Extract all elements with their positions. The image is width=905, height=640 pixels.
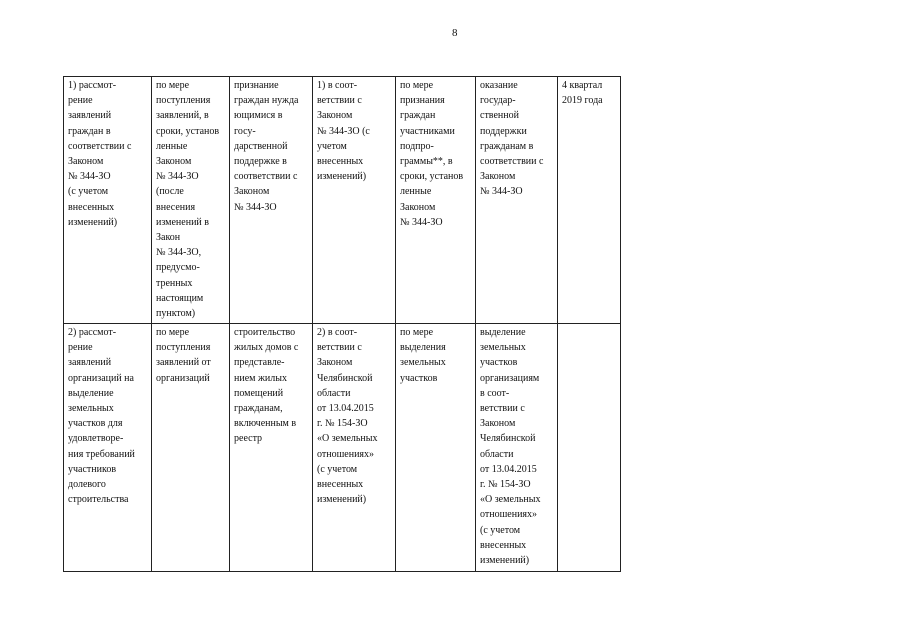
table-cell-outcome: выделение земельных участков организациям в соот- ветствии с Законом Челябинской области от 13.04.2015 г. № 154-ЗО «О земельных отношениях» (с учетом внесенных изменений) [476, 324, 558, 572]
table-cell-result: признание граждан нужда ющимися в госу- дарственной поддержке в соответствии с Законом № 344-ЗО [230, 77, 313, 324]
page-number: 8 [452, 27, 458, 39]
table-cell-deadline: 4 квартал 2019 года [558, 77, 621, 324]
measures-table [63, 76, 621, 572]
table-cell-measure: 1) рассмот- рение заявлений граждан в соответствии с Законом № 344-ЗО (с учетом внесенных изменений) [64, 77, 152, 324]
table-cell-basis: 1) в соот- ветствии с Законом № 344-ЗО (с учетом внесенных изменений) [313, 77, 396, 324]
table-cell-measure: 2) рассмот- рение заявлений организаций на выделение земельных участков для удовлетворе- ния требований участников долевого строительства [64, 324, 152, 572]
table-cell-result: строительство жилых домов с представле- нием жилых помещений гражданам, включенным в реестр [230, 324, 313, 572]
table-cell-condition: по мере выделения земельных участков [396, 324, 476, 572]
table-cell-basis: 2) в соот- ветствии с Законом Челябинской области от 13.04.2015 г. № 154-ЗО «О земельных отношениях» (с учетом внесенных изменений) [313, 324, 396, 572]
table-cell-term: по мере поступления заявлений от организаций [152, 324, 230, 572]
table-cell-condition: по мере признания граждан участниками подпро- граммы**, в сроки, установ ленные Законом № 344-ЗО [396, 77, 476, 324]
table-cell-outcome: оказание государ- ственной поддержки гражданам в соответствии с Законом № 344-ЗО [476, 77, 558, 324]
table-cell-deadline [558, 324, 621, 572]
table-row [64, 77, 621, 324]
table-cell-term: по мере поступления заявлений, в сроки, установ ленные Законом № 344-ЗО (после внесения изменений в Закон № 344-ЗО, предусмо- тренных настоящим пунктом) [152, 77, 230, 324]
table-row [64, 324, 621, 572]
